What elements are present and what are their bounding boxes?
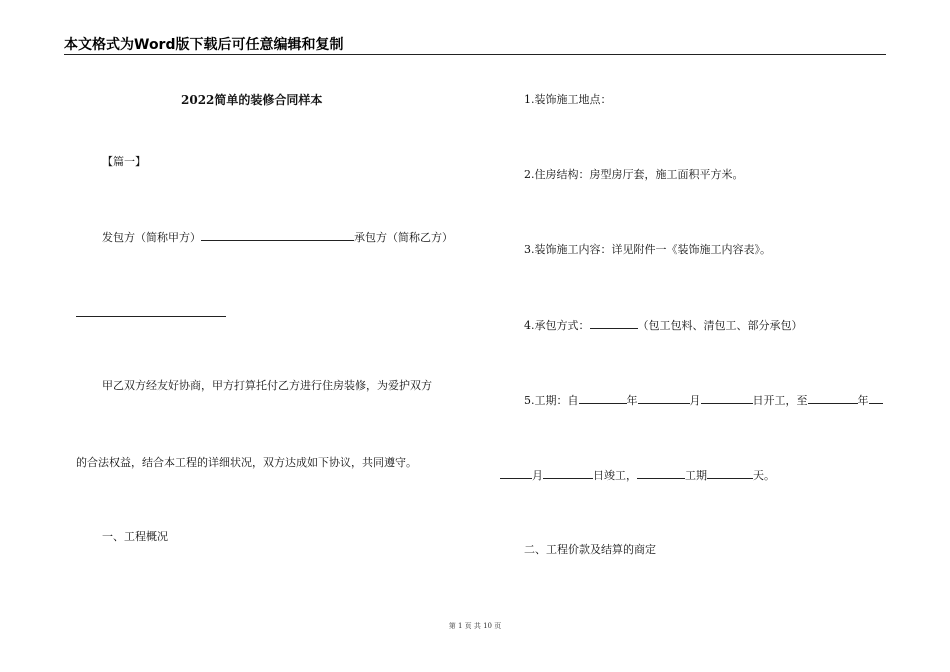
start-month-label: 月 xyxy=(689,394,701,407)
item-4-prefix: 4.承包方式： xyxy=(524,319,590,332)
end-year-label: 年 xyxy=(857,394,869,407)
paragraph-line-2: 的合法权益，结合本工程的详细状况，双方达成如下协议，共同遵守。 xyxy=(76,456,417,469)
document-title: 2022简单的装修合同样本 xyxy=(181,93,323,107)
start-day-blank xyxy=(701,393,753,404)
right-column xyxy=(500,0,900,672)
end-year-blank xyxy=(808,393,858,404)
item-5-line-2 xyxy=(500,468,775,483)
end-month-label: 月 xyxy=(532,469,543,482)
section-heading-2: 二、工程价款及结算的商定 xyxy=(524,543,656,556)
party-b-blank xyxy=(76,316,226,317)
end-month-blank-start xyxy=(869,393,883,404)
item-5-line-1 xyxy=(524,393,883,408)
item-3: 3.装饰施工内容：详见附件一《装饰施工内容表》。 xyxy=(524,243,771,256)
party-line xyxy=(102,230,453,245)
header-text: 本文格式为Word版下载后可任意编辑和复制 xyxy=(64,37,344,53)
section-heading-1: 一、工程概况 xyxy=(102,530,168,543)
party-a-blank xyxy=(201,230,354,241)
item-4 xyxy=(524,318,803,333)
section-tag: 【篇一】 xyxy=(102,155,146,168)
item-1: 1.装饰施工地点： xyxy=(524,93,612,106)
item-4-suffix: （包工包料、清包工、部分承包） xyxy=(637,319,803,332)
left-column xyxy=(64,0,464,672)
party-a-label: 发包方（简称甲方） xyxy=(102,231,201,244)
start-year-label: 年 xyxy=(626,394,638,407)
page-footer: 第 1 页 共 10 页 xyxy=(448,622,502,630)
paragraph-line-1: 甲乙双方经友好协商，甲方打算托付乙方进行住房装修，为爱护双方 xyxy=(102,379,432,392)
start-day-label: 日开工，至 xyxy=(752,394,808,407)
party-b-label: 承包方（简称乙方） xyxy=(354,231,453,244)
days-blank xyxy=(707,468,753,479)
item-5-prefix: 5.工期：自 xyxy=(524,394,579,407)
item-2: 2.住房结构：房型房厅套，施工面积平方米。 xyxy=(524,168,744,181)
item-4-blank xyxy=(590,318,638,329)
end-month-blank xyxy=(500,468,532,479)
end-day-label: 日竣工， xyxy=(593,469,637,482)
end-day-blank xyxy=(543,468,593,479)
start-year-blank xyxy=(579,393,627,404)
days-label: 天。 xyxy=(753,469,775,482)
start-month-blank xyxy=(638,393,690,404)
period-blank xyxy=(637,468,685,479)
period-label: 工期 xyxy=(685,469,707,482)
